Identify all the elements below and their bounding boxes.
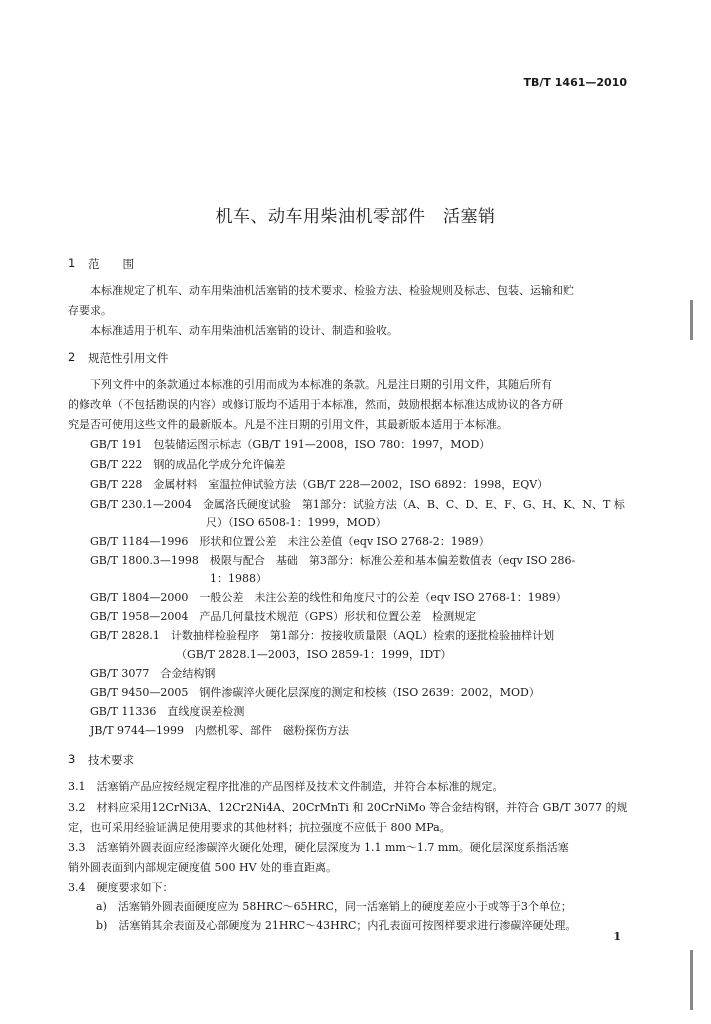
clause-line: 3.4 硬度要求如下： — [68, 881, 174, 894]
reference-item: GB/T 9450—2005 钢件渗碳淬火硬化层深度的测定和校核（ISO 2639：2002，MOD） — [90, 686, 540, 699]
section-3-number: 3 — [68, 752, 76, 766]
section-2-intro-line: 下列文件中的条款通过本标准的引用而成为本标准的条款。凡是注日期的引用文件，其随后所有 — [90, 378, 552, 391]
reference-item: GB/T 1184—1996 形状和位置公差 未注公差值（eqv ISO 2768-2：1989） — [90, 535, 490, 548]
list-item: a) 活塞销外圆表面硬度应为 58HRC～65HRC，同一活塞销上的硬度差应小于或等于3个单位； — [96, 900, 572, 913]
reference-item: GB/T 228 金属材料 室温拉伸试验方法（GB/T 228—2002，ISO 6892：1998，EQV） — [90, 478, 549, 491]
reference-item: GB/T 1804—2000 一般公差 未注公差的线性和角度尺寸的公差（eqv ISO 2768-1：1989） — [90, 591, 567, 604]
reference-item-continued: 尺）（ISO 6508-1：1999，MOD） — [206, 516, 387, 529]
clause-line: 3.2 材料应采用12CrNi3A、12Cr2Ni4A、20CrMnTi 和 20CrNiMo 等合金结构钢，并符合 GB/T 3077 的规 — [68, 801, 628, 814]
standard-number: TB/T 1461—2010 — [523, 76, 627, 89]
section-2-heading: 规范性引用文件 — [88, 351, 169, 365]
page-number: 1 — [613, 930, 621, 943]
clause-line: 定，也可采用经验证满足使用要求的其他材料；抗拉强度不应低于 800 MPa。 — [68, 821, 451, 834]
clause-line: 销外圆表面到内部规定硬度值 500 HV 处的垂直距离。 — [68, 861, 338, 874]
section-3-heading: 技术要求 — [88, 753, 134, 767]
section-1-line: 存要求。 — [68, 304, 112, 317]
reference-item: GB/T 3077 合金结构钢 — [90, 667, 216, 680]
clause-line: 3.1 活塞销产品应按经规定程序批准的产品图样及技术文件制造，并符合本标准的规定。 — [68, 780, 504, 793]
scan-edge-mark — [690, 950, 693, 1010]
section-2-intro-line: 究是否可使用这些文件的最新版本。凡是不注日期的引用文件，其最新版本适用于本标准。 — [68, 418, 508, 431]
section-1-line: 本标准适用于机车、动车用柴油机活塞销的设计、制造和验收。 — [90, 324, 398, 337]
reference-item: GB/T 191 包装储运图示标志（GB/T 191—2008，ISO 780：1997，MOD） — [90, 438, 491, 451]
list-item: b) 活塞销其余表面及心部硬度为 21HRC～43HRC；内孔表面可按图样要求进行渗碳淬硬处理。 — [96, 919, 577, 932]
reference-item-continued: （GB/T 2828.1—2003，ISO 2859-1：1999，IDT） — [176, 648, 452, 661]
section-1-heading: 范 围 — [88, 257, 134, 271]
section-1-number: 1 — [68, 256, 76, 270]
section-2-intro-line: 的修改单（不包括勘误的内容）或修订版均不适用于本标准，然而，鼓励根据本标准达成协议的各方研 — [68, 398, 563, 411]
reference-item: GB/T 11336 直线度误差检测 — [90, 705, 245, 718]
reference-item: GB/T 1958—2004 产品几何量技术规范（GPS）形状和位置公差 检测规定 — [90, 610, 477, 623]
reference-item: GB/T 222 钢的成品化学成分允许偏差 — [90, 458, 286, 471]
section-1-line: 本标准规定了机车、动车用柴油机活塞销的技术要求、检验方法、检验规则及标志、包装、运输和贮 — [90, 284, 574, 297]
reference-item: GB/T 2828.1 计数抽样检验程序 第1部分：按接收质量限（AQL）检索的逐批检验抽样计划 — [90, 629, 555, 642]
document-title: 机车、动车用柴油机零部件 活塞销 — [215, 207, 496, 227]
clause-line: 3.3 活塞销外圆表面应经渗碳淬火硬化处理，硬化层深度为 1.1 mm～1.7 mm。硬化层深度系指活塞 — [68, 841, 569, 854]
scan-edge-mark — [690, 300, 693, 340]
reference-item: JB/T 9744—1999 内燃机零、部件 磁粉探伤方法 — [90, 724, 350, 737]
reference-item: GB/T 230.1—2004 金属洛氏硬度试验 第1部分：试验方法（A、B、C、D、E、F、G、H、K、N、T 标 — [90, 498, 625, 511]
reference-item: GB/T 1800.3—1998 极限与配合 基础 第3部分：标准公差和基本偏差数值表（eqv ISO 286- — [90, 554, 576, 567]
section-2-number: 2 — [68, 350, 76, 364]
reference-item-continued: 1：1988） — [210, 572, 267, 585]
